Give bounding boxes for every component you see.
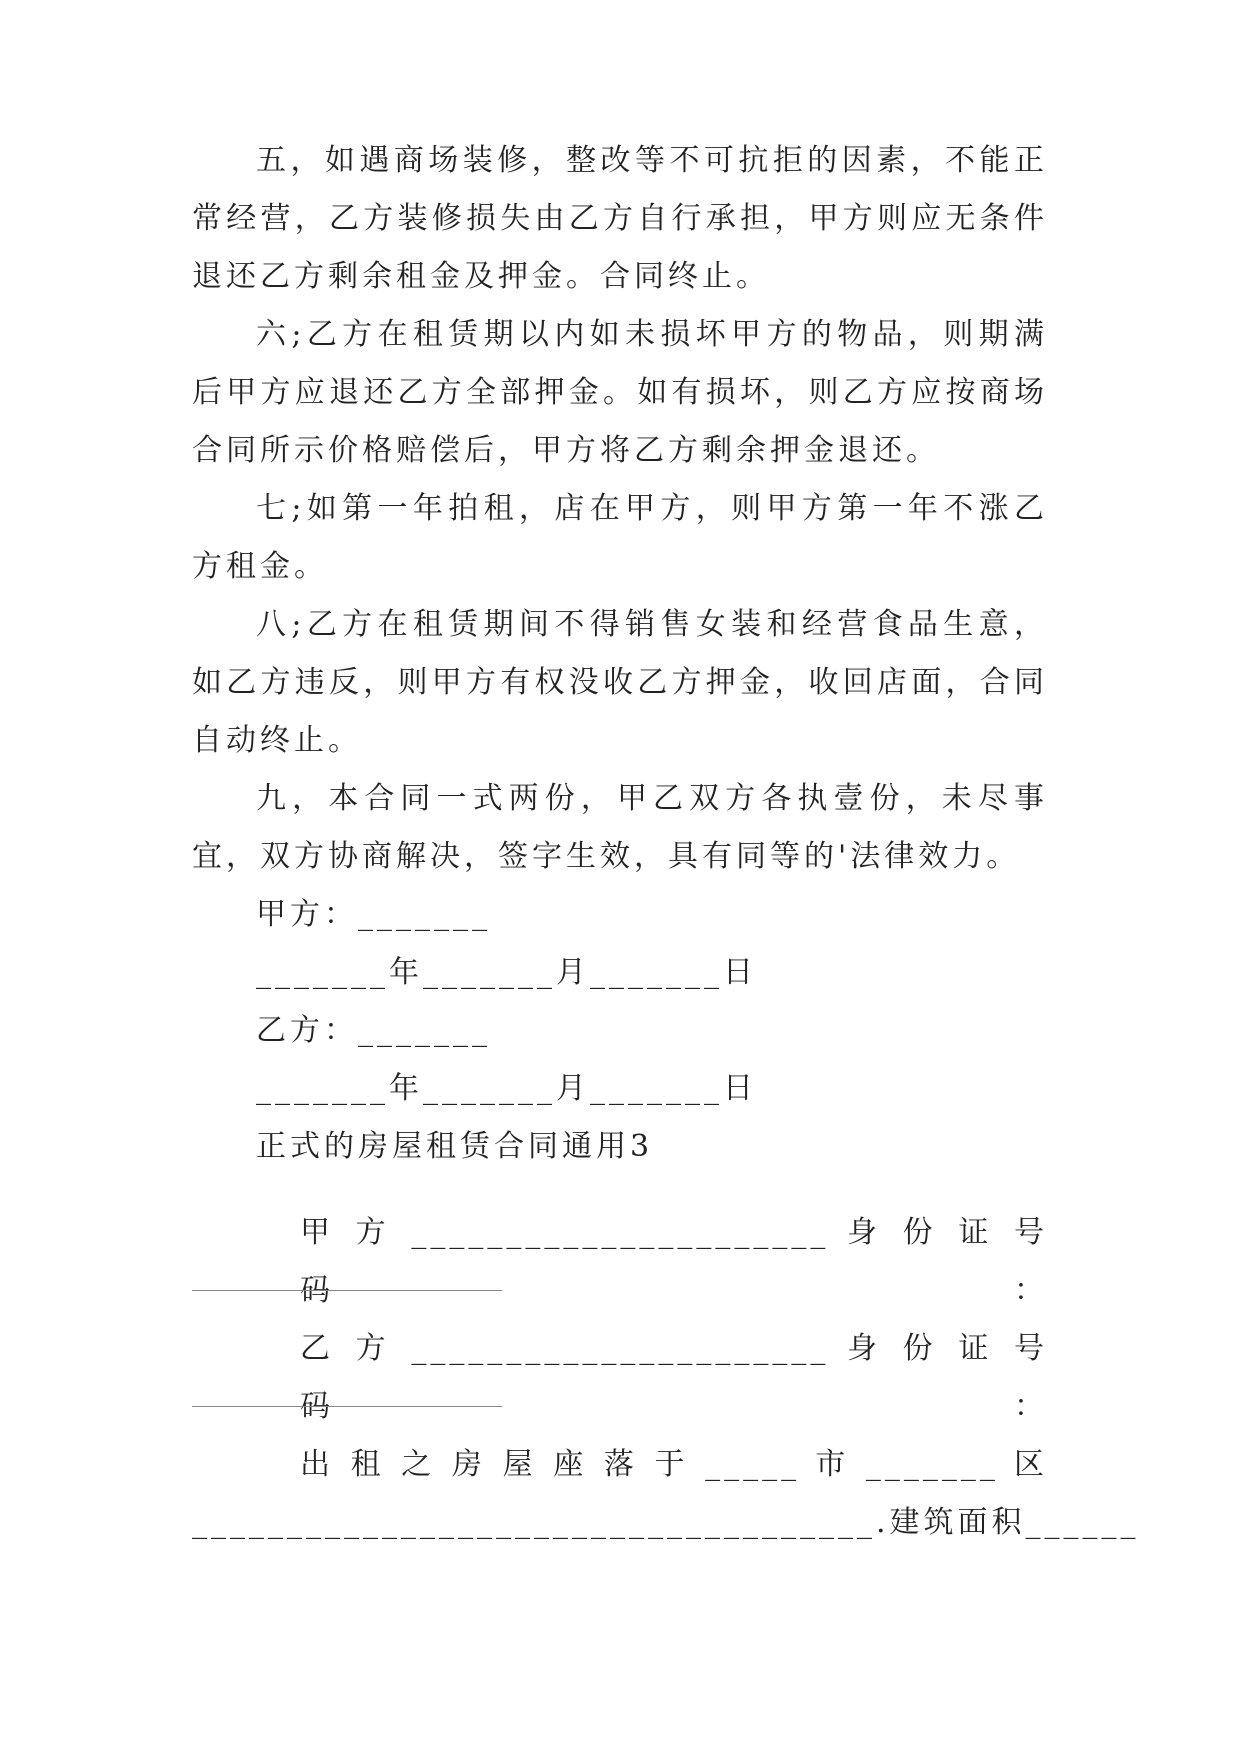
property-location [192, 1436, 1140, 1552]
party-b-id-label: 乙 方 ______________________ 身 份 证 号 码 ： [300, 1331, 1048, 1424]
clause-9: 九，本合同一式两份，甲乙双方各执壹份，未尽事宜，双方协商解决，签字生效，具有同等的'法律效力。 [192, 781, 1048, 874]
party-b-id-line [192, 1320, 1048, 1436]
location-line-1: 出 租 之 房 屋 座 落 于 _____ 市 _______ 区 [300, 1447, 1048, 1482]
party-b-date: _______年_______月_______日 [256, 1071, 757, 1106]
clause-6: 六;乙方在租赁期以内如未损坏甲方的物品，则期满后甲方应退还乙方全部押金。如有损坏，则乙方应按商场合同所示价格赔偿后，甲方将乙方剩余押金退还。 [192, 317, 1048, 468]
section-title: 正式的房屋租赁合同通用3 [256, 1129, 654, 1164]
party-b-id-underline [192, 1406, 502, 1407]
clause-5: 五，如遇商场装修，整改等不可抗拒的因素，不能正常经营，乙方装修损失由乙方自行承担，甲方则应无条件退还乙方剩余租金及押金。合同终止。 [192, 143, 1048, 294]
party-b-signature: 乙方：_______ [256, 1013, 491, 1048]
location-line-2: ____________________________________.建筑面积______ [192, 1505, 1140, 1540]
clause-7: 七;如第一年拍租，店在甲方，则甲方第一年不涨乙方租金。 [192, 491, 1048, 584]
contract-clauses [192, 132, 1048, 1176]
clause-8: 八;乙方在租赁期间不得销售女装和经营食品生意，如乙方违反，则甲方有权没收乙方押金，收回店面，合同自动终止。 [192, 607, 1048, 758]
party-a-id-line [192, 1204, 1048, 1320]
party-a-id-underline [192, 1290, 502, 1291]
party-a-date: _______年_______月_______日 [256, 955, 757, 990]
party-a-id-label: 甲 方 ______________________ 身 份 证 号 码 ： [300, 1215, 1048, 1308]
party-a-signature: 甲方：_______ [256, 897, 491, 932]
